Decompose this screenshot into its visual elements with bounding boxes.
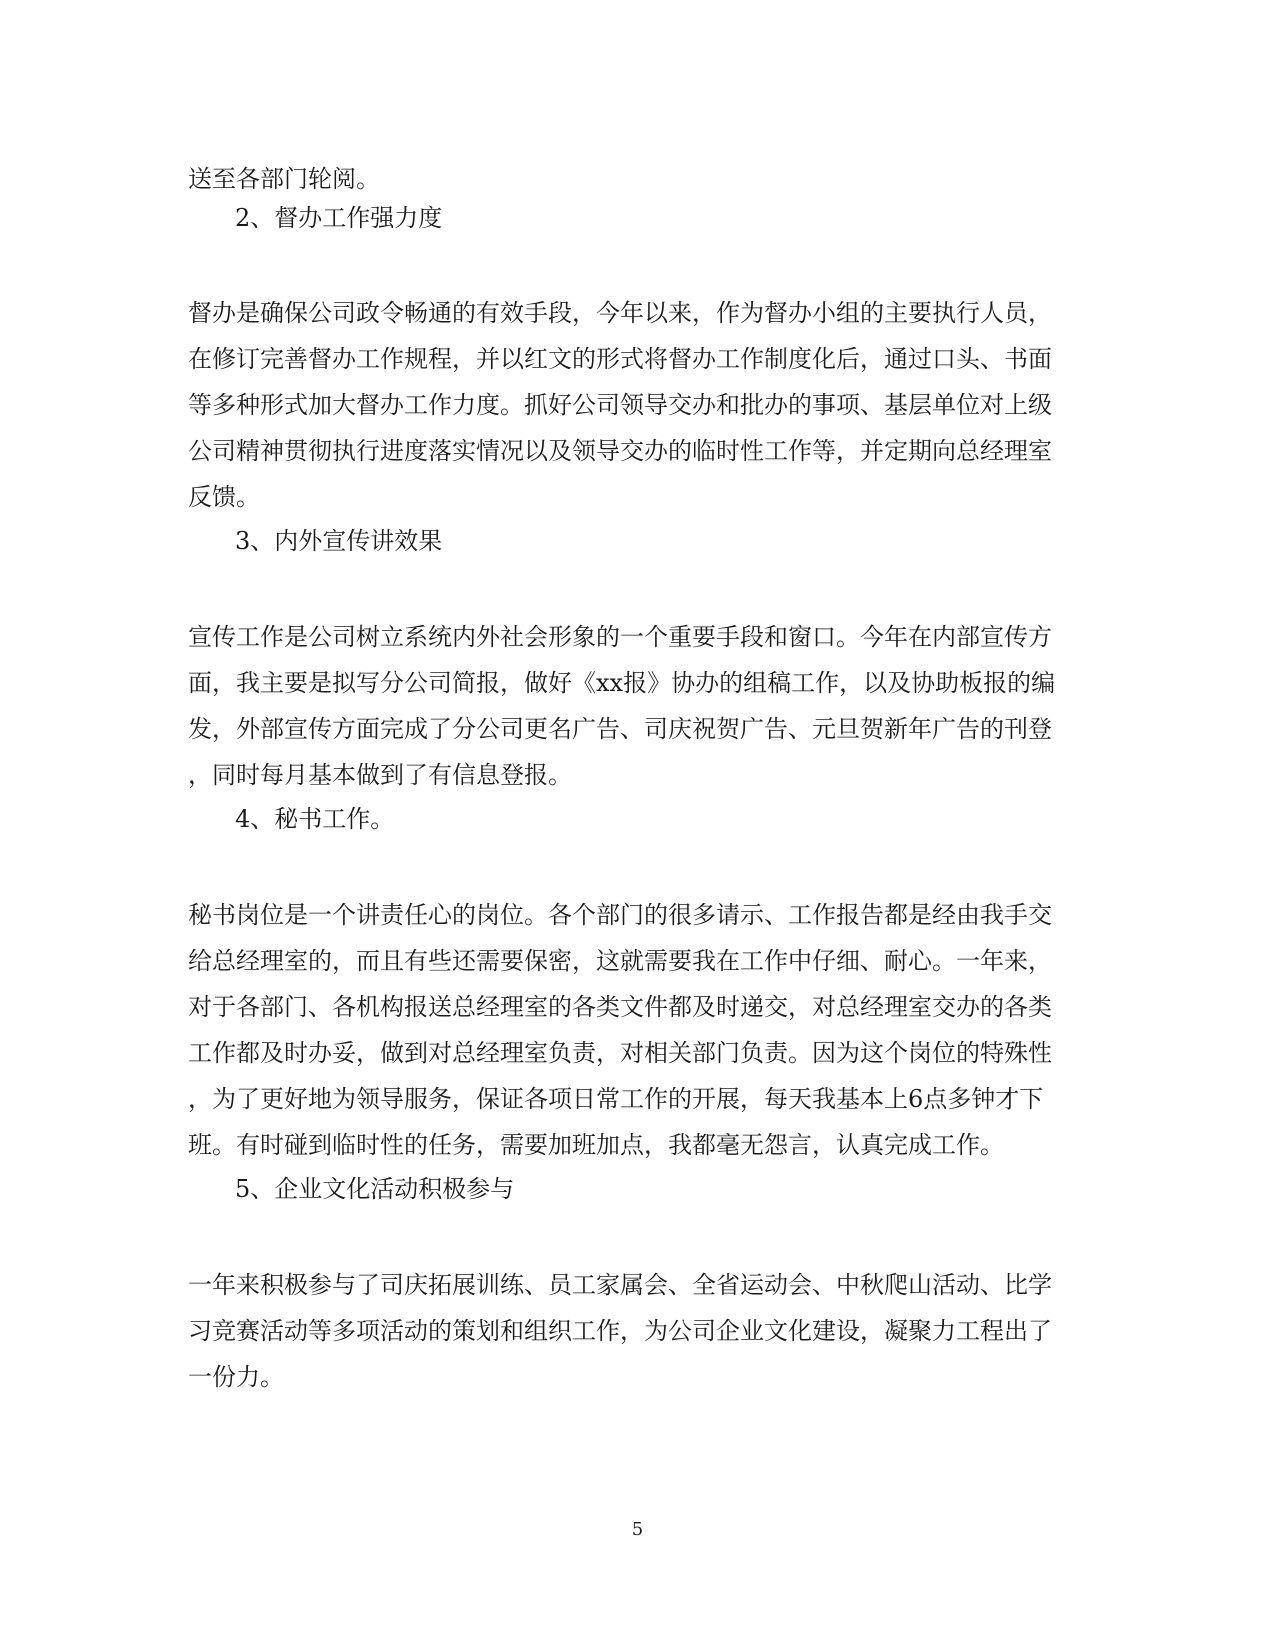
- paragraph-line: 给总经理室的，而且有些还需要保密，这就需要我在工作中仔细、耐心。一年来，: [188, 947, 1052, 975]
- section-heading: 3、内外宣传讲效果: [235, 527, 443, 555]
- paragraph-line: ，同时每月基本做到了有信息登报。: [188, 761, 572, 789]
- paragraph-line: 习竞赛活动等多项活动的策划和组织工作，为公司企业文化建设，凝聚力工程出了: [188, 1317, 1052, 1345]
- paragraph-line: 公司精神贯彻执行进度落实情况以及领导交办的临时性工作等，并定期向总经理室: [188, 437, 1052, 465]
- paragraph-line: 一年来积极参与了司庆拓展训练、员工家属会、全省运动会、中秋爬山活动、比学: [188, 1271, 1052, 1299]
- paragraph-line: 工作都及时办妥，做到对总经理室负责，对相关部门负责。因为这个岗位的特殊性: [188, 1039, 1052, 1067]
- paragraph-line: 对于各部门、各机构报送总经理室的各类文件都及时递交，对总经理室交办的各类: [188, 993, 1052, 1021]
- paragraph-line: 送至各部门轮阅。: [188, 165, 380, 193]
- paragraph-line: 等多种形式加大督办工作力度。抓好公司领导交办和批办的事项、基层单位对上级: [188, 391, 1052, 419]
- section-heading: 5、企业文化活动积极参与: [235, 1175, 515, 1203]
- section-heading: 2、督办工作强力度: [235, 204, 443, 232]
- paragraph-line: 秘书岗位是一个讲责任心的岗位。各个部门的很多请示、工作报告都是经由我手交: [188, 901, 1052, 929]
- paragraph-line: 在修订完善督办工作规程，并以红文的形式将督办工作制度化后，通过口头、书面: [188, 345, 1052, 373]
- paragraph-line: 宣传工作是公司树立系统内外社会形象的一个重要手段和窗口。今年在内部宣传方: [188, 623, 1052, 651]
- paragraph-line: 发，外部宣传方面完成了分公司更名广告、司庆祝贺广告、元旦贺新年广告的刊登: [188, 715, 1052, 743]
- paragraph-line: 反馈。: [188, 483, 260, 511]
- section-heading: 4、秘书工作。: [235, 805, 395, 833]
- paragraph-line: 面，我主要是拟写分公司简报，做好《xx报》协办的组稿工作，以及协助板报的编: [188, 669, 1056, 697]
- paragraph-line: ，为了更好地为领导服务，保证各项日常工作的开展，每天我基本上6点多钟才下: [188, 1085, 1044, 1113]
- paragraph-line: 一份力。: [188, 1363, 284, 1391]
- paragraph-line: 督办是确保公司政令畅通的有效手段，今年以来，作为督办小组的主要执行人员，: [188, 299, 1052, 327]
- page-number: 5: [631, 1519, 644, 1540]
- paragraph-line: 班。有时碰到临时性的任务，需要加班加点，我都毫无怨言，认真完成工作。: [188, 1131, 1004, 1159]
